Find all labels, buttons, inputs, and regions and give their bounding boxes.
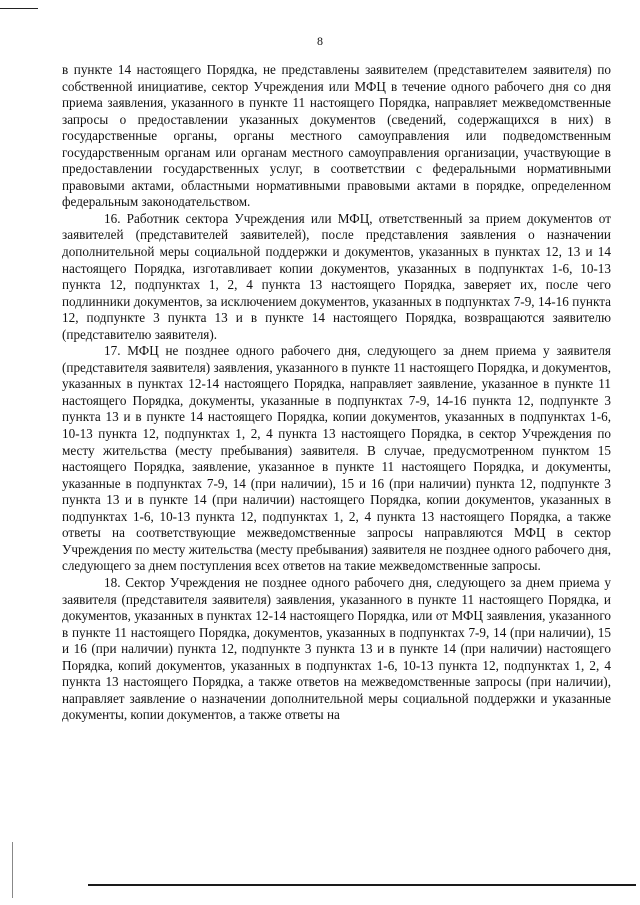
- page-number: 8: [317, 34, 323, 48]
- paragraph-continuation: в пункте 14 настоящего Порядка, не представлены заявителем (представителем заявителя) по собственной инициативе, сектор Учреждения или МФЦ в течение одного рабочего дня со дня приема заявления, указанного в пункте 11 настоящего Порядка, направляет межведомственные запросы о предоставлении указанных документов (сведений, содержащихся в них) в государственные органы, органы местного самоуправления или подведомственным государственным органам или органам местного самоуправления организации, участвующие в предоставлении государственных услуг, в соответствии с федеральными нормативными правовыми актами, областными нормативными правовыми актами в порядке, определенном федеральным законодательством.: [62, 62, 611, 210]
- paragraph-17: 17. МФЦ не позднее одного рабочего дня, следующего за днем приема у заявителя (представителя заявителя) заявления, указанного в пункте 11 настоящего Порядка, и документов, указанных в пунктах 12-14 настоящего Порядка, направляет заявление, указанное в пункте 11 настоящего Порядка, документы, указанные в подпунктах 7-9, 14-16 пункта 12, подпункте 3 пункта 13 и в пункте 14 настоящего Порядка, копии документов, указанных в подпунктах 1-6, 10-13 пункта 12, подпунктах 1, 2, 4 пункта 13 настоящего Порядка, в сектор Учреждения по месту жительства (месту пребывания) заявителя. В случае, предусмотренном пунктом 15 настоящего Порядка, заявление, указанное в пункте 11 настоящего Порядка, и документы, указанные в подпунктах 7-9, 14 (при наличии), 15 и 16 (при наличии) пункта 12, подпункте 3 пункта 13 и в пункте 14 (при наличии) настоящего Порядка, копии документов, указанных в подпунктах 1-6, 10-13 пункта 12, подпунктах 1, 2, 4 пункта 13 настоящего Порядка, а также ответы на соответствующие межведомственные запросы направляются МФЦ в сектор Учреждения по месту жительства (месту пребывания) заявителя не позднее одного рабочего дня, следующего за днем поступления всех ответов на такие межведомственные запросы.: [62, 343, 611, 574]
- scan-margin-mark: [12, 842, 13, 898]
- top-rule: [0, 8, 38, 9]
- document-body: [62, 62, 611, 724]
- bottom-rule: [88, 884, 636, 886]
- paragraph-18: 18. Сектор Учреждения не позднее одного рабочего дня, следующего за днем приема у заявителя (представителя заявителя) заявления, указанного в пункте 11 настоящего Порядка, и документов, указанных в пунктах 12-14 настоящего Порядка, или от МФЦ заявления, указанного в пункте 11 настоящего Порядка, документов, указанных в подпунктах 7-9, 14 (при наличии), 15 и 16 (при наличии) пункта 12, подпункте 3 пункта 13 и в пункте 14 (при наличии) настоящего Порядка, копий документов, указанных в подпунктах 1-6, 10-13 пункта 12, подпунктах 1, 2, 4 пункта 13 настоящего Порядка, а также ответов на межведомственные запросы (при наличии), направляет заявление о назначении дополнительной меры социальной поддержки и указанные документы, копии документов, а также ответы на: [62, 574, 611, 723]
- paragraph-16: 16. Работник сектора Учреждения или МФЦ, ответственный за прием документов от заявителей (представителей заявителей), после представления заявления о назначении дополнительной меры социальной поддержки и документов, указанных в пунктах 12, 13 и 14 настоящего Порядка, изготавливает копии документов, указанных в подпунктах 1-6, 10-13 пункта 12, подпунктах 1, 2, 4 пункта 13 настоящего Порядка, заверяет их, после чего подлинники документов, за исключением документов, указанных в подпунктах 7-9, 14-16 пункта 12, подпункте 3 пункта 13 и в пункте 14 настоящего Порядка, возвращаются заявителю (представителю заявителя).: [62, 210, 611, 342]
